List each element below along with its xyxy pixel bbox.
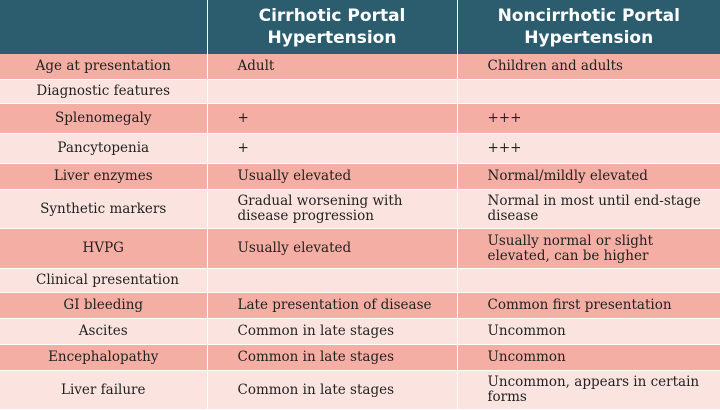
header-noncirrhotic: Noncirrhotic Portal Hypertension [457,0,720,54]
table-row [0,229,720,269]
cell-cirrhotic: Common in late stages [207,345,457,371]
section-label: Clinical presentation [0,269,207,293]
section-row [0,80,720,104]
table-row [0,371,720,410]
cell-noncirrhotic: +++ [457,134,720,164]
cell-cirrhotic: + [207,104,457,134]
cell-noncirrhotic: Uncommon, appears in certain forms [457,371,720,410]
row-label: Age at presentation [0,54,207,80]
cell-cirrhotic: Gradual worsening with disease progression [207,190,457,229]
table-row [0,345,720,371]
cell-cirrhotic [207,80,457,104]
cell-noncirrhotic: Uncommon [457,319,720,345]
table-row [0,134,720,164]
cell-cirrhotic: Usually elevated [207,164,457,190]
cell-noncirrhotic [457,80,720,104]
cell-cirrhotic: Common in late stages [207,319,457,345]
table-row [0,293,720,319]
cell-cirrhotic: Common in late stages [207,371,457,410]
cell-cirrhotic: Late presentation of disease [207,293,457,319]
cell-cirrhotic: + [207,134,457,164]
cell-cirrhotic: Adult [207,54,457,80]
row-label: Splenomegaly [0,104,207,134]
header-row [0,0,720,54]
row-label: Ascites [0,319,207,345]
cell-cirrhotic: Usually elevated [207,229,457,269]
table-row [0,190,720,229]
table-row [0,319,720,345]
row-label: Encephalopathy [0,345,207,371]
cell-noncirrhotic: Normal in most until end-stage disease [457,190,720,229]
row-label: Liver failure [0,371,207,410]
section-row [0,269,720,293]
cell-noncirrhotic: +++ [457,104,720,134]
section-label: Diagnostic features [0,80,207,104]
header-cirrhotic: Cirrhotic Portal Hypertension [207,0,457,54]
table-row [0,54,720,80]
cell-noncirrhotic: Children and adults [457,54,720,80]
cell-noncirrhotic: Uncommon [457,345,720,371]
header-feature [0,0,207,54]
row-label: Pancytopenia [0,134,207,164]
row-label: Liver enzymes [0,164,207,190]
row-label: GI bleeding [0,293,207,319]
cell-cirrhotic [207,269,457,293]
cell-noncirrhotic [457,269,720,293]
row-label: HVPG [0,229,207,269]
cell-noncirrhotic: Normal/mildly elevated [457,164,720,190]
table-row [0,104,720,134]
cell-noncirrhotic: Usually normal or slight elevated, can be higher [457,229,720,269]
row-label: Synthetic markers [0,190,207,229]
table-row [0,164,720,190]
cell-noncirrhotic: Common first presentation [457,293,720,319]
